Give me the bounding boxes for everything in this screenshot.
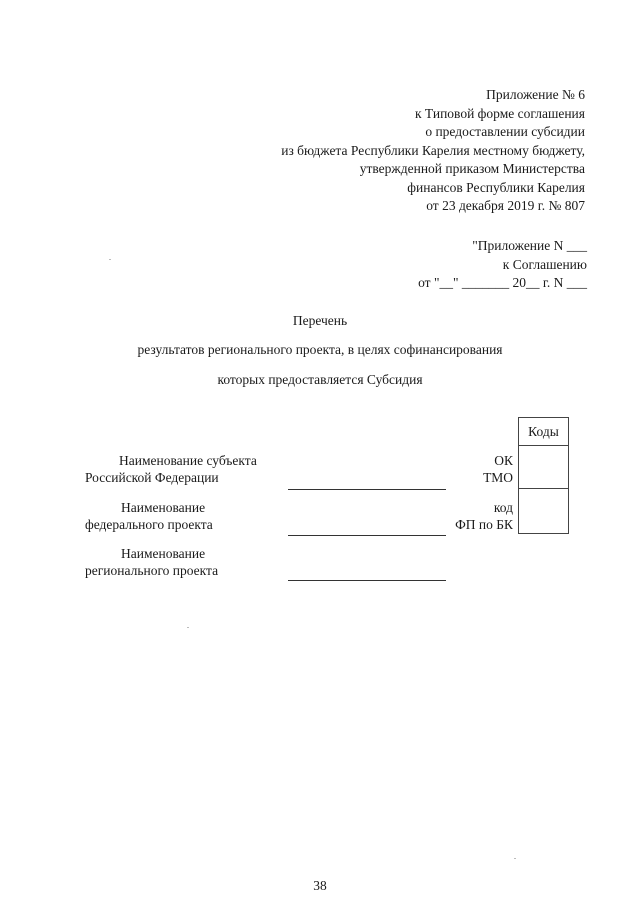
agreement-ref-line: от "__" _______ 20__ г. N ___ [418,275,587,290]
document-title: Перечень [292,313,348,328]
regional-label-line-1: Наименование [121,546,206,561]
fp-code-label-line-2: ФП по БК [455,517,513,532]
scan-speck [109,259,111,260]
agreement-appendix-ref [418,237,587,293]
appendix-header-line: от 23 декабря 2019 г. № 807 [426,198,585,213]
appendix-header-line: утвержденной приказом Министерства [359,161,585,176]
subject-name-field[interactable] [288,489,446,490]
appendix-header-line: финансов Республики Карелия [407,179,585,195]
oktmo-label-line-1: ОК [494,453,513,468]
subject-label [85,452,295,486]
regional-project-label [85,545,295,579]
oktmo-label [440,452,513,486]
oktmo-code-cell[interactable] [519,446,568,489]
appendix-header-line: о предоставлении субсидии [425,124,585,139]
scan-speck [187,627,189,628]
page-number: 38 [313,878,327,893]
codes-table [518,417,569,534]
codes-table-header: Коды [519,418,568,446]
appendix-header-line: к Типовой форме соглашения [415,105,585,121]
scan-speck [514,858,516,859]
regional-project-field[interactable] [288,580,446,581]
federal-project-field[interactable] [288,535,446,536]
agreement-ref-line: "Приложение N ___ [472,238,587,253]
fp-code-cell[interactable] [519,489,568,532]
federal-project-label [85,499,295,533]
federal-label-line-1: Наименование [121,500,206,515]
document-subtitle-line-1: результатов регионального проекта, в целях софинансирования [137,342,503,357]
subject-label-line-2: Российской Федерации [85,470,219,485]
fp-code-label [420,499,513,533]
appendix-header-line: Приложение № 6 [486,87,585,102]
appendix-header [281,86,585,216]
fp-code-label-line-1: код [493,500,513,515]
appendix-header-line: из бюджета Республики Карелия местному бюджету, [281,142,585,158]
subject-label-line-1: Наименование субъекта [119,453,257,468]
agreement-ref-line: к Соглашению [502,256,587,272]
federal-label-line-2: федерального проекта [85,517,213,532]
regional-label-line-2: регионального проекта [85,563,219,578]
document-subtitle-line-2: которых предоставляется Субсидия [217,372,423,387]
oktmo-label-line-2: ТМО [483,470,513,485]
